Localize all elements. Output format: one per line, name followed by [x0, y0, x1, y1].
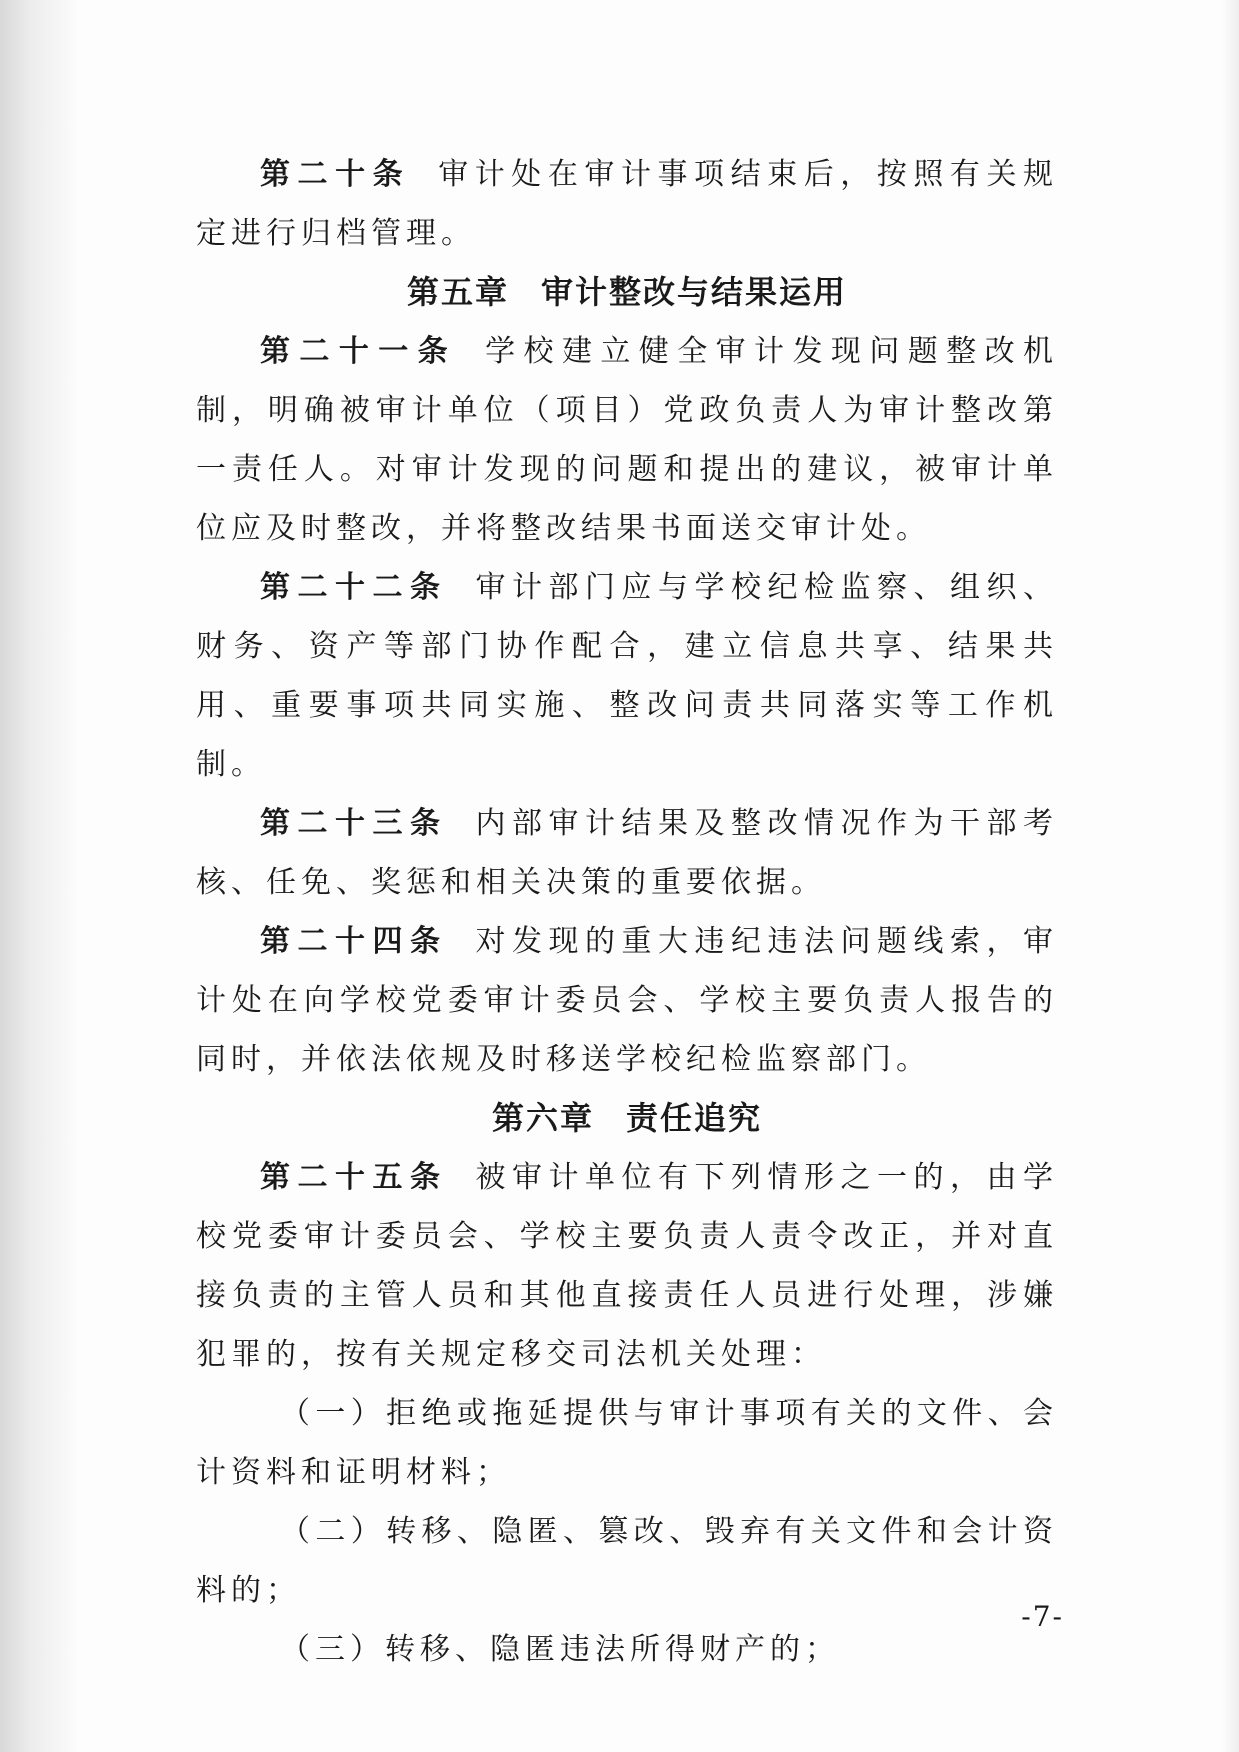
scan-edge-shadow	[0, 0, 80, 1752]
chapter-title: 审计整改与结果运用	[541, 273, 848, 311]
article-text: 审计处在审计事项结束后，按照有关规定进行归档管理。	[196, 157, 1059, 251]
chapter-title: 责任追究	[626, 1099, 763, 1137]
article-24	[196, 912, 1058, 1089]
article-23	[196, 794, 1058, 912]
article-number: 第二十四条	[260, 924, 448, 959]
article-number: 第二十二条	[260, 570, 448, 605]
article-20	[196, 145, 1058, 263]
list-item-3: （三）转移、隐匿违法所得财产的；	[280, 1632, 840, 1667]
article-text: 学校建立健全审计发现问题整改机制，明确被审计单位（项目）党政负责人为审计整改第一责任人。对审计发现的问题和提出的建议，被审计单位应及时整改，并将整改结果书面送交审计处。	[196, 334, 1059, 546]
list-item-1: （一）拒绝或拖延提供与审计事项有关的文件、会计资料和证明材料；	[196, 1396, 1058, 1490]
page-number: -7-	[1021, 1600, 1064, 1633]
chapter-5-heading	[196, 263, 1058, 322]
article-number: 第二十条	[260, 157, 411, 192]
article-text: 对发现的重大违纪违法问题线索，审计处在向学校党委审计委员会、学校主要负责人报告的同时，并依法依规及时移送学校纪检监察部门。	[196, 924, 1058, 1077]
article-number: 第二十三条	[260, 806, 448, 841]
article-text: 被审计单位有下列情形之一的，由学校党委审计委员会、学校主要负责人责令改正，并对直接负责的主管人员和其他直接责任人员进行处理，涉嫌犯罪的，按有关规定移交司法机关处理：	[196, 1160, 1058, 1372]
chapter-number: 第五章	[406, 273, 509, 311]
chapter-6-heading	[196, 1089, 1058, 1148]
article-25	[196, 1148, 1058, 1384]
list-item-2: （二）转移、隐匿、篡改、毁弃有关文件和会计资料的；	[196, 1514, 1058, 1608]
scan-edge-shadow-right	[1221, 0, 1239, 1752]
chapter-number: 第六章	[491, 1099, 594, 1137]
article-text: 审计部门应与学校纪检监察、组织、财务、资产等部门协作配合，建立信息共享、结果共用、重要事项共同实施、整改问责共同落实等工作机制。	[196, 570, 1058, 782]
article-21	[196, 322, 1058, 558]
article-number: 第二十五条	[260, 1160, 448, 1195]
article-number: 第二十一条	[260, 334, 458, 369]
document-body	[196, 145, 1058, 1679]
article-text: 内部审计结果及整改情况作为干部考核、任免、奖惩和相关决策的重要依据。	[196, 806, 1058, 900]
article-22	[196, 558, 1058, 794]
